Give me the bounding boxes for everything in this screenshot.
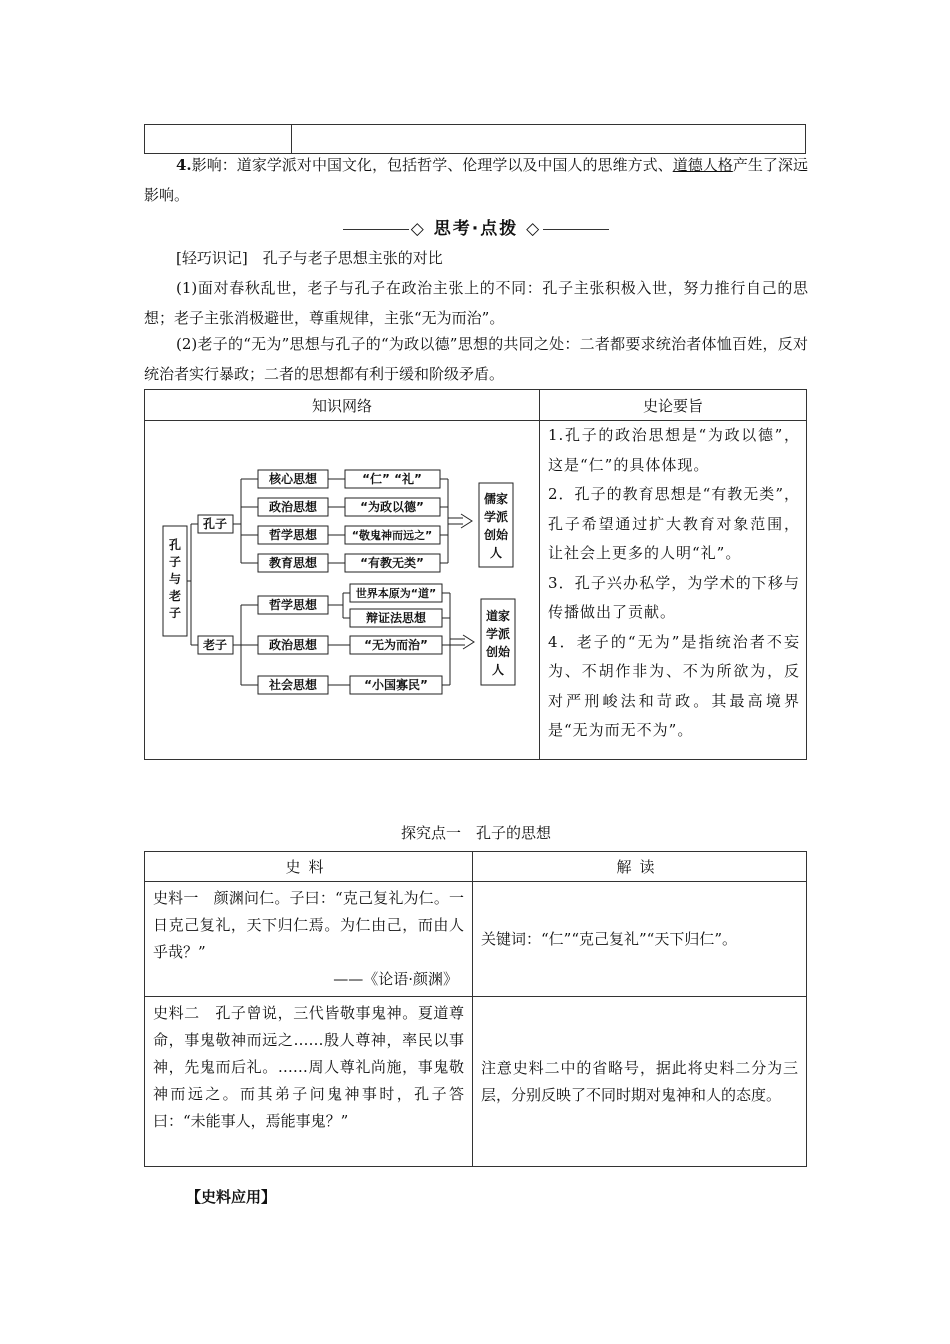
confucian-result-1: 儒家 — [483, 492, 509, 506]
key-point-2: 2．孔子的教育思想是“有教无类”，孔子希望通过扩大教育对象范围，让社会上更多的人明“礼”。 — [548, 485, 800, 562]
source-1-cell — [145, 882, 473, 997]
laozi-node: 老子 — [202, 638, 228, 652]
taoist-result-2: 学派 — [485, 627, 511, 641]
influence-paragraph — [144, 150, 808, 210]
source-application-label: 【史料应用】 — [186, 1188, 277, 1206]
key-point-3: 3．孔子兴办私学，为学术的下移与传播做出了贡献。 — [548, 573, 800, 621]
tip-title: 孔子与老子思想主张的对比 — [262, 249, 443, 267]
reading-1-text: 关键词：“仁”“克己复礼”“天下归仁”。 — [481, 929, 738, 948]
section-heading: ◇ 思考·点拨 ◇ — [144, 214, 808, 239]
header-source: 史料 — [145, 852, 473, 882]
item-label: 影响： — [191, 156, 237, 174]
item-number: 4. — [176, 156, 192, 174]
root-char-5: 子 — [168, 606, 182, 620]
key-points-cell — [540, 421, 807, 760]
header-key-points: 史论要旨 — [540, 390, 807, 421]
confucius-content-philosophy: “敬鬼神而远之” — [351, 529, 433, 542]
root-char-3: 与 — [168, 572, 182, 586]
confucius-content-politics: “为政以德” — [360, 500, 424, 514]
taoist-result-4: 人 — [491, 663, 505, 677]
header-reading: 解读 — [473, 852, 807, 882]
confucius-label-politics: 政治思想 — [268, 500, 318, 514]
reading-1-cell — [473, 882, 807, 997]
explore-title: 探究点一 孔子的思想 — [400, 824, 551, 842]
header-knowledge-network: 知识网络 — [145, 390, 540, 421]
confucius-label-philosophy: 哲学思想 — [268, 528, 318, 542]
knowledge-table — [144, 389, 807, 760]
underlined-term: 道德人格 — [672, 156, 733, 174]
tip-point-1: (1)面对春秋乱世，老子与孔子在政治主张上的不同：孔子主张积极入世，努力推行自己的思想；老子主张消极避世，尊重规律，主张“无为而治”。 — [144, 279, 808, 327]
tip-title-line — [144, 243, 808, 273]
taoist-result-3: 创始 — [485, 645, 511, 659]
knowledge-diagram-cell — [145, 421, 540, 760]
confucian-result-3: 创始 — [483, 528, 509, 542]
confucius-node: 孔子 — [202, 517, 228, 531]
source-2-text: 史料二 孔子曾说，三代皆敬事鬼神。夏道尊命，事鬼敬神而远之……殷人尊神，率民以事神，先鬼而后礼。……周人尊礼尚施，事鬼敬神而远之。而其弟子问鬼神事时，孔子答曰：“未能事人，焉能事鬼？” — [153, 1004, 464, 1130]
key-point-1: 1.孔子的政治思想是“为政以德”，这是“仁”的具体体现。 — [548, 426, 800, 474]
root-char-1: 孔 — [168, 538, 182, 552]
source-2-cell — [145, 997, 473, 1167]
tip-point-2: (2)老子的“无为”思想与孔子的“为政以德”思想的共同之处：二者都要求统治者体恤百姓，反对统治者实行暴政；二者的思想都有利于缓和阶级矛盾。 — [144, 335, 808, 383]
laozi-label-society: 社会思想 — [268, 678, 318, 692]
source-1-text: 史料一 颜渊问仁。子曰：“克己复礼为仁。一日克己复礼，天下归仁焉。为仁由己，而由人乎哉？” — [153, 889, 464, 961]
confucius-label-core: 核心思想 — [268, 472, 318, 486]
laozi-content-politics: “无为而治” — [364, 638, 428, 652]
item-text-end: 产生了深远影响。 — [144, 156, 808, 204]
laozi-content-dialectic: 辩证法思想 — [365, 611, 427, 625]
reading-2-text: 注意史料二中的省略号，据此将史料二分为三层，分别反映了不同时期对鬼神和人的态度。 — [481, 1058, 798, 1104]
confucian-result-4: 人 — [489, 546, 503, 560]
knowledge-diagram — [145, 421, 539, 755]
laozi-content-society: “小国寡民” — [364, 678, 428, 692]
key-point-4: 4．老子的“无为”是指统治者不妄为、不胡作非为、不为所欲为，反对严刑峻法和苛政。其最高境界是“无为而无不为”。 — [548, 632, 800, 739]
root-char-4: 老 — [168, 589, 182, 603]
reading-2-cell — [473, 997, 807, 1167]
laozi-label-politics: 政治思想 — [268, 638, 318, 652]
confucius-content-education: “有教无类” — [360, 556, 424, 570]
root-char-2: 子 — [168, 555, 182, 569]
item-text: 道家学派对中国文化，包括哲学、伦理学以及中国人的思维方式、 — [236, 156, 673, 174]
confucius-label-education: 教育思想 — [268, 556, 318, 570]
laozi-content-origin: 世界本原为“道” — [355, 587, 437, 600]
section-heading-text: 思考·点拨 — [433, 219, 519, 239]
taoist-result-1: 道家 — [485, 609, 511, 623]
confucian-result-2: 学派 — [483, 510, 509, 524]
laozi-label-philosophy: 哲学思想 — [268, 598, 318, 612]
confucius-content-core: “仁” “礼” — [362, 472, 422, 486]
source-1-citation: ——《论语·颜渊》 — [333, 970, 458, 988]
tip-tag: [轻巧识记] — [176, 249, 248, 267]
source-reading-table — [144, 851, 807, 1167]
